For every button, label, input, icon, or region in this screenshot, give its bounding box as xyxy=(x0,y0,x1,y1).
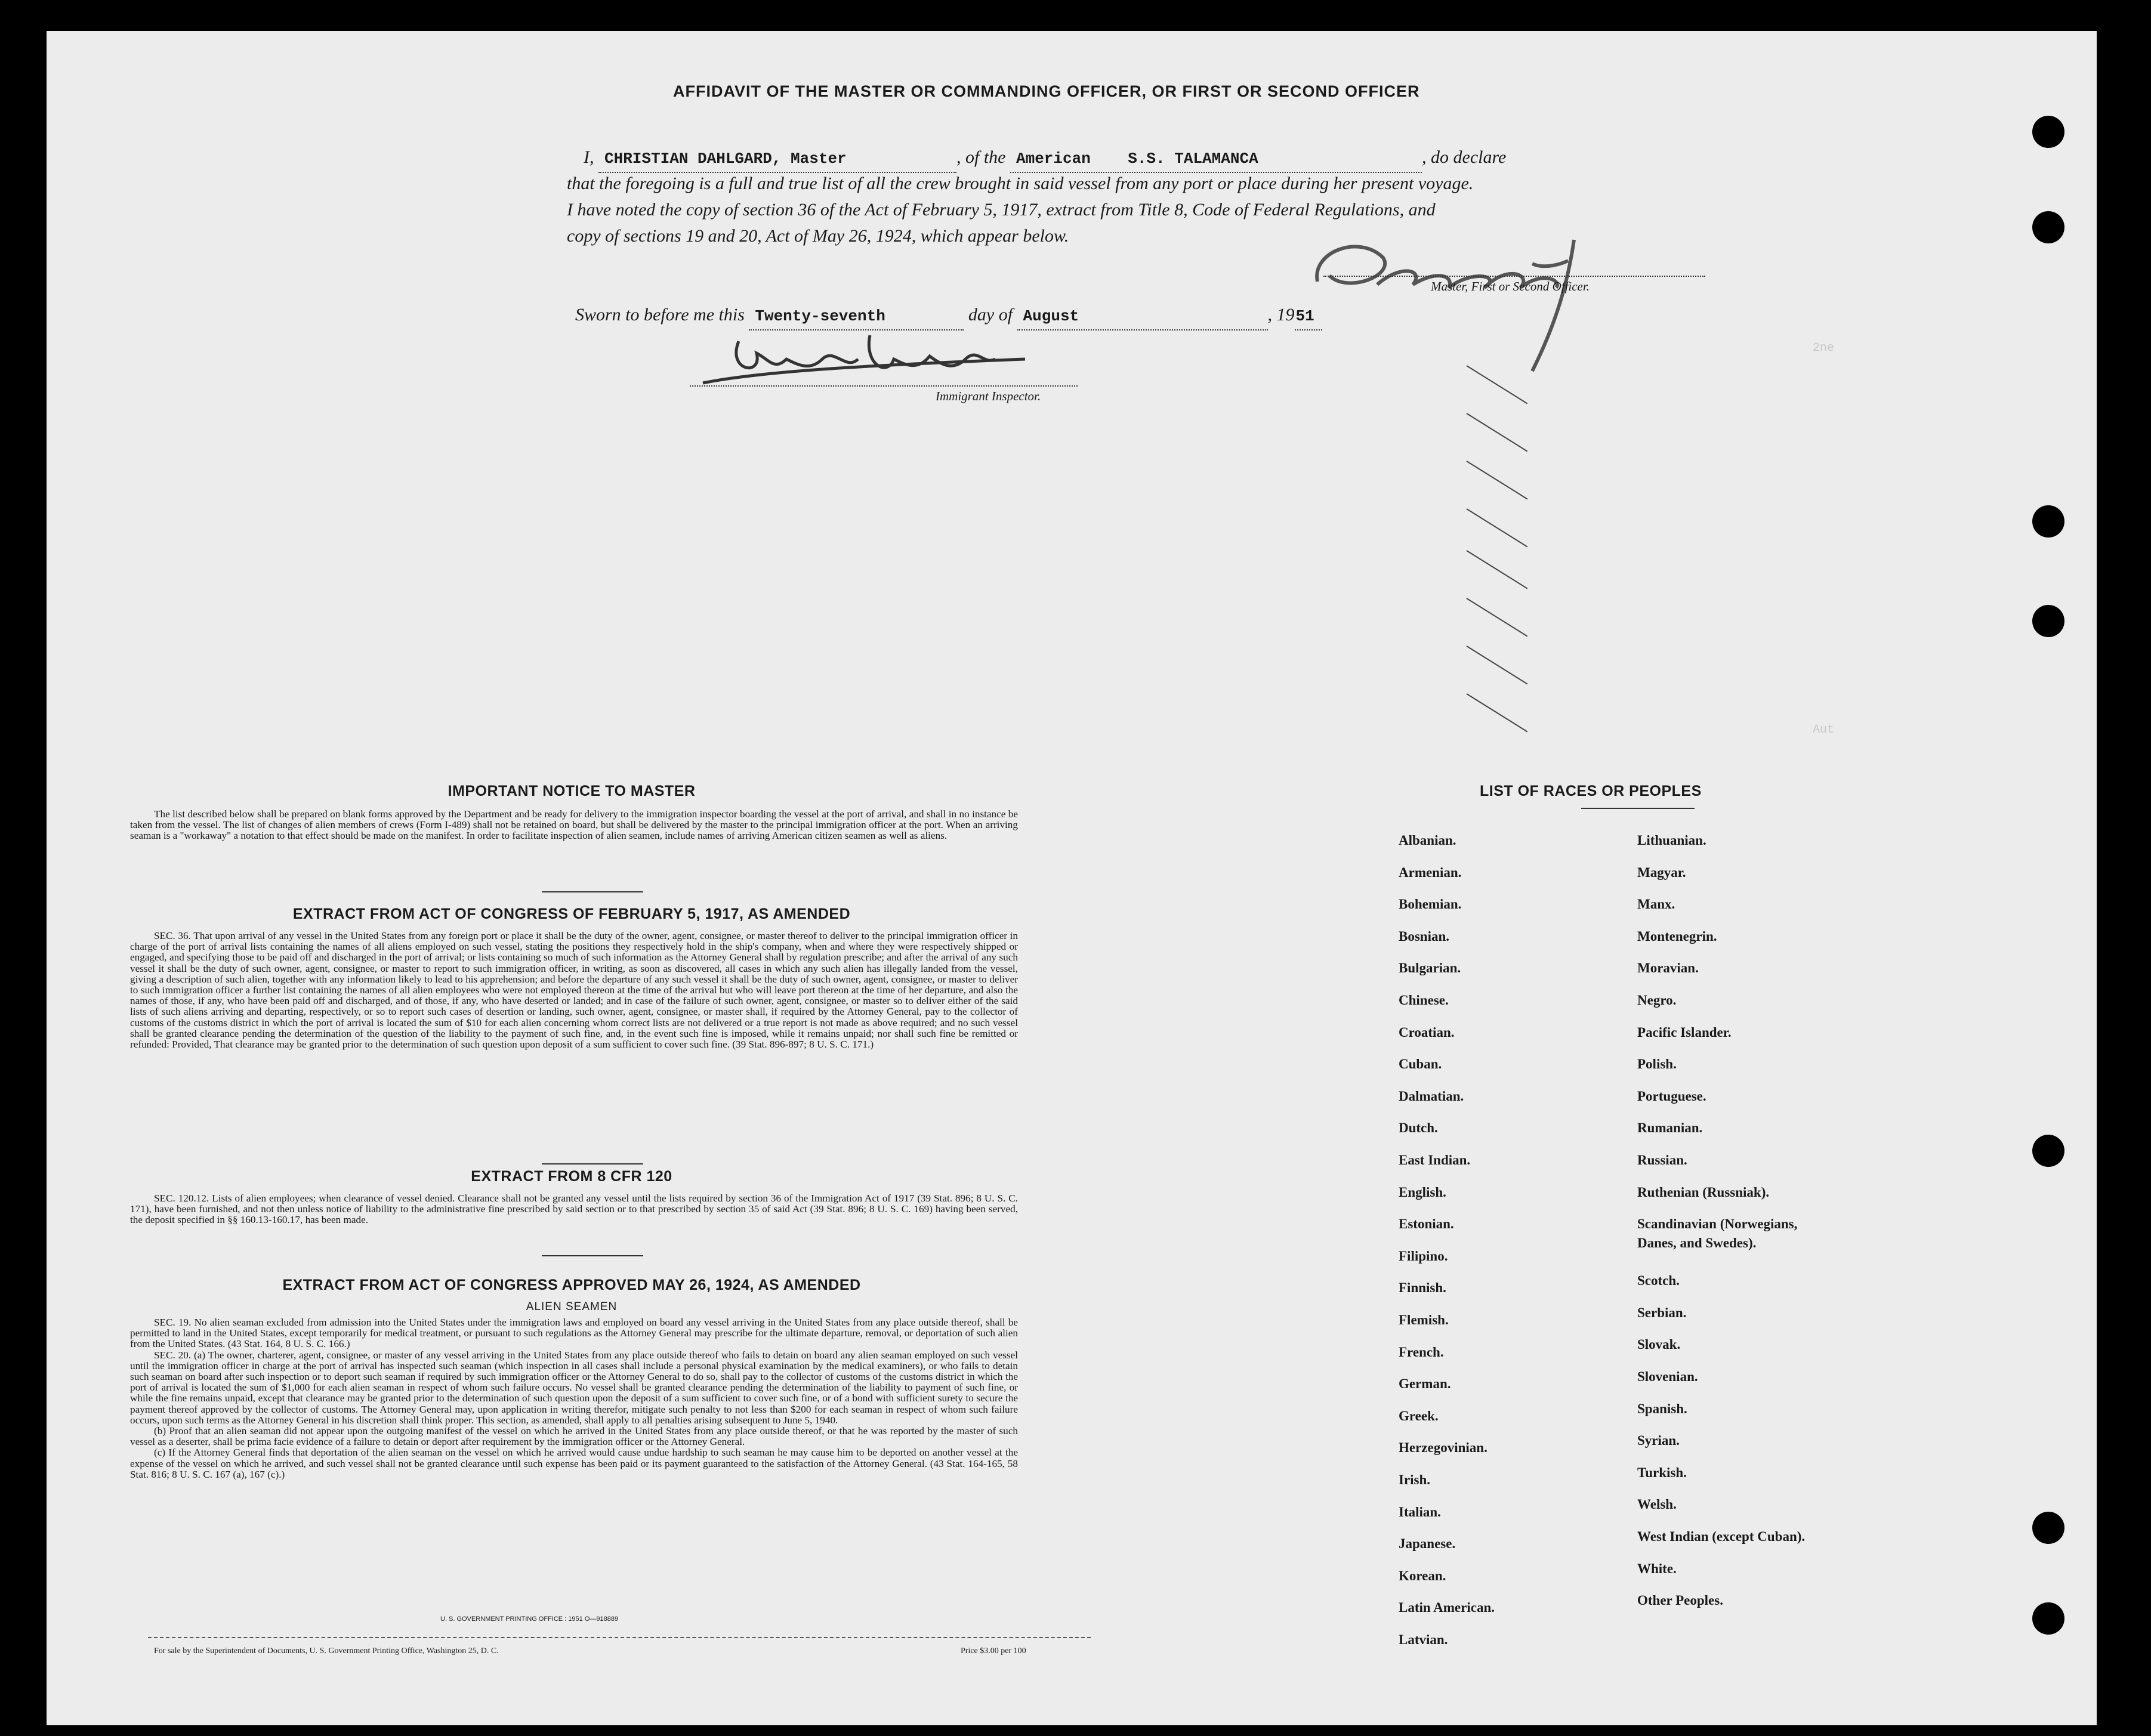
race-item: Welsh. xyxy=(1637,1497,1677,1512)
race-item: German. xyxy=(1399,1376,1451,1392)
race-item: Serbian. xyxy=(1637,1305,1687,1320)
declaration-i: I, xyxy=(584,147,594,167)
extract-cfr-title: EXTRACT FROM 8 CFR 120 xyxy=(471,1168,672,1185)
race-item: Moravian. xyxy=(1637,960,1699,976)
race-item: Greek. xyxy=(1399,1408,1439,1423)
year-prefix: , 19 xyxy=(1267,305,1295,325)
extract-1924-title: EXTRACT FROM ACT OF CONGRESS APPROVED MAY 26, 1924, AS AMENDED xyxy=(282,1277,861,1293)
sec-20b: (b) Proof that an alien seaman did not appear upon the outgoing manifest of the vessel on which he arrived in the United States from any place outside thereof, or that he was reported by the master of such vessel as a deserter, shall be prima facie evidence of a failure to detain or deport after requirement by the immigration officer or the Attorney General. xyxy=(130,1425,1018,1448)
race-item: Montenegrin. xyxy=(1637,928,1717,944)
race-item: Other Peoples. xyxy=(1637,1593,1723,1608)
signer-title: Master, First or Second Officer. xyxy=(1431,279,1590,294)
race-item: Chinese. xyxy=(1399,993,1449,1008)
declaration-line-4: copy of sections 19 and 20, Act of May 26, 1924, which appear below. xyxy=(567,226,1069,246)
race-item: Turkish. xyxy=(1637,1465,1687,1480)
race-item: Syrian. xyxy=(1637,1433,1680,1448)
race-item: Armenian. xyxy=(1399,864,1462,880)
do-declare-text: , do declare xyxy=(1422,147,1507,167)
declaration-line-2: that the foregoing is a full and true list of all the crew brought in said vessel from any port or place during her present voyage. xyxy=(567,174,1474,193)
race-item: Latin American. xyxy=(1399,1600,1495,1615)
notice-title: IMPORTANT NOTICE TO MASTER xyxy=(448,783,696,799)
race-item: Portuguese. xyxy=(1637,1088,1706,1104)
race-item: Scotch. xyxy=(1637,1273,1680,1289)
sec-20a: SEC. 20. (a) The owner, charterer, agent, consignee, or master of any vessel arriving in the United States from any place outside thereof who fails to detain on board any alien seaman employed on such vessel until the immigration officer in charge at the port of arrival has inspected such seaman (which inspection in all cases shall include a personal physical examination by the medical examiners), or who fails to detain such seaman on board after such inspection or to deport such seaman if required by such immigration officer or the Attorney General to do so, shall pay to the collector of customs of the customs district in which the port of arrival is located the sum of $1,000 for each alien seaman in respect of whom such failure occurs. No vessel shall be granted clearance pending the determination of the liability to payment of such fine, or while the fine remains unpaid, except that clearance may be granted prior to the determination of such question upon the deposit of a sum sufficient to cover such fine, or of a bond with sufficient surety to secure the payment thereof approved by the collector of customs. The Attorney General may, upon application in writing therefor, mitigate such penalty to not less than $200 for each seaman in respect of whom such failure occurs, upon such terms as the Attorney General in his discretion shall think proper. This section, as amended, shall apply to all penalties arising subsequent to June 5, 1940. xyxy=(130,1349,1018,1426)
race-item: Filipino. xyxy=(1399,1248,1448,1264)
sworn-prefix: Sworn to before me this xyxy=(575,305,745,325)
race-item: Finnish. xyxy=(1399,1280,1446,1296)
races-title: LIST OF RACES OR PEOPLES xyxy=(1480,783,1702,799)
of-the-text: , of the xyxy=(956,147,1006,167)
race-item: Dutch. xyxy=(1399,1120,1438,1136)
race-item: Estonian. xyxy=(1399,1216,1454,1232)
price-line: Price $3.00 per 100 xyxy=(961,1647,1026,1655)
extract-1924-text xyxy=(130,1317,1018,1480)
race-item: Magyar. xyxy=(1637,864,1686,880)
race-item: Rumanian. xyxy=(1637,1120,1703,1136)
vessel-field: American S.S. TALAMANCA xyxy=(1016,150,1258,168)
inspector-signature xyxy=(691,323,1073,395)
race-item: Russian. xyxy=(1637,1153,1687,1167)
race-item: East Indian. xyxy=(1399,1153,1471,1167)
race-item: Japanese. xyxy=(1399,1536,1456,1552)
race-item: Italian. xyxy=(1399,1504,1441,1519)
sec-20c: (c) If the Attorney General finds that deportation of the alien seaman on the vessel on which he arrived would cause undue hardship to such seaman he may cause him to be deported on another vessel at the expense of the vessel on which he arrived, and such vessel shall not be granted clearance until such expense has been paid or its payment guaranteed to the satisfaction of the Attorney General. (43 Stat. 164-165, 58 Stat. 816; 8 U. S. C. 167 (a), 167 (c).) xyxy=(130,1447,1018,1480)
race-item: Ruthenian (Russniak). xyxy=(1637,1184,1770,1200)
race-item: Bulgarian. xyxy=(1399,960,1461,976)
race-item: French. xyxy=(1399,1344,1444,1360)
race-item: Cuban. xyxy=(1399,1057,1442,1072)
punch-hole xyxy=(2032,116,2064,148)
race-item: Dalmatian. xyxy=(1399,1088,1464,1104)
race-item: Slovenian. xyxy=(1637,1369,1698,1384)
notice-text: The list described below shall be prepared on blank forms approved by the Department and be ready for delivery to the immigration inspector boarding the vessel at the port of arrival, and shall in no instance be taken from the vessel. The list of changes of alien members of crews (Form I-489) shall not be retained on board, but shall be delivered by the master to the principal immigration officer at the port. When an arriving seaman is a "workaway" a notation to that effect should be made on the manifest. In order to facilitate inspection of alien seamen, include names of arriving American citizen seamen as well as aliens. xyxy=(130,808,1018,842)
race-item: Korean. xyxy=(1399,1568,1446,1583)
sworn-day-field: Twenty-seventh xyxy=(755,307,885,325)
declaration-line-3: I have noted the copy of section 36 of the Act of February 5, 1917, extract from Title 8, Code of Federal Regulations, and xyxy=(567,200,1436,220)
punch-hole xyxy=(2032,505,2064,538)
race-item: English. xyxy=(1399,1184,1446,1200)
extract-1917-title: EXTRACT FROM ACT OF CONGRESS OF FEBRUARY 5, 1917, AS AMENDED xyxy=(292,906,851,922)
punch-hole xyxy=(2032,1135,2064,1167)
race-item: Danes, and Swedes). xyxy=(1637,1235,1757,1251)
race-item: Pacific Islander. xyxy=(1637,1024,1732,1040)
race-item: Irish. xyxy=(1399,1472,1431,1487)
race-item: Scandinavian (Norwegians, xyxy=(1637,1216,1798,1232)
master-name-field: CHRISTIAN DAHLGARD, Master xyxy=(604,150,847,168)
inspector-label: Immigrant Inspector. xyxy=(936,389,1041,403)
race-item: Croatian. xyxy=(1399,1024,1455,1040)
race-item: Herzegovinian. xyxy=(1399,1440,1488,1456)
race-item: Slovak. xyxy=(1637,1337,1681,1352)
punch-hole xyxy=(2032,211,2064,243)
affidavit-title: AFFIDAVIT OF THE MASTER OR COMMANDING OFFICER, OR FIRST OR SECOND OFFICER xyxy=(673,82,1420,100)
punch-hole xyxy=(2032,1602,2064,1635)
race-item: Manx. xyxy=(1637,897,1675,912)
printer-line: U. S. GOVERNMENT PRINTING OFFICE : 1951 O—918889 xyxy=(440,1615,619,1623)
punch-hole xyxy=(2032,605,2064,637)
declaration-line-1 xyxy=(584,144,1717,173)
race-item: Bosnian. xyxy=(1399,928,1450,944)
sale-line: For sale by the Superintendent of Documents, U. S. Government Printing Office, Washington 25, D. C. xyxy=(154,1647,499,1655)
race-item: Bohemian. xyxy=(1399,897,1462,912)
race-item: Albanian. xyxy=(1399,833,1456,848)
race-item: Spanish. xyxy=(1637,1401,1687,1416)
race-item: Negro. xyxy=(1637,993,1677,1008)
extract-1917-text: SEC. 36. That upon arrival of any vessel in the United States from any foreign port or place it shall be the duty of the owner, agent, consignee, or master thereof to deliver to the principal immigration officer in charge of the port of arrival lists containing the names of all aliens employed on such vessel, stating the positions they respectively hold in the ship's company, when and where they were respectively shipped or engaged, and specifying those to be paid off and discharged in the port of arrival; or lists containing so much of such information as the Attorney General shall by regulation prescribe; and after the arrival of any such vessel it shall be the duty of such owner, agent, consignee, or master to report to such immigration officer, in writing, as soon as discovered, all cases in which any such alien has illegally landed from the vessel, giving a description of such alien, together with any information likely to lead to his apprehension; and before the departure of any such vessel it shall be the duty of such owner, agent, consignee, or master to deliver to such immigration officer a further list containing the names of all alien employees who were not employed thereon at the time of the arrival but who will leave port thereon at the time of her departure, and also the names of those, if any, who have been paid off and discharged, and of those, if any, who have deserted or landed; and in case of the failure of such owner, agent, consignee, or master so to deliver either of the said lists of such aliens arriving and departing, respectively, or so to report such cases of desertion or landing, such owner, agent, consignee, or master shall, if required by the Attorney General, pay to the collector of customs of the customs district in which the port of arrival is located the sum of $10 for each alien concerning whom correct lists are not delivered or a true report is not made as above required; and no such vessel shall be granted clearance pending the determination of the question of the liability to the payment of such fine, and, in the event such fine is imposed, while it remains unpaid; nor shall such fine be remitted or refunded: Provided, That clearance may be granted prior to the determination of such question upon deposit of a sum sufficient to cover such fine. (39 Stat. 896-897; 8 U. S. C. 171.) xyxy=(130,930,1018,1051)
race-item: White. xyxy=(1637,1561,1677,1576)
extract-1924-subtitle: ALIEN SEAMEN xyxy=(526,1301,618,1313)
sec-19: SEC. 19. No alien seaman excluded from admission into the United States under the immigration laws and employed on board any vessel arriving in the United States from any place outside thereof, shall be permitted to land in the United States, except temporarily for medical treatment, or pursuant to such regulations as the Attorney General may prescribe for the ultimate departure, removal, or deportation of such alien from the United States. (43 Stat. 164, 8 U. S. C. 166.) xyxy=(130,1317,1018,1350)
extract-cfr-text: SEC. 120.12. Lists of alien employees; when clearance of vessel denied. Clearance shall not be granted any vessel until the lists required by section 36 of the Immigration Act of 1917 (39 Stat. 896; 8 U. S. C. 171), have been furnished, and not then unless notice of liability to the administrative fine prescribed by said section or to that prescribed by section 35 of said Act (39 Stat. 896; 8 U. S. C. 169) having been served, the deposit specified in §§ 160.13-160.17, has been made. xyxy=(130,1193,1018,1226)
sworn-year-field: 51 xyxy=(1295,307,1314,325)
race-item: Polish. xyxy=(1637,1057,1677,1072)
punch-hole xyxy=(2032,1512,2064,1544)
race-item: West Indian (except Cuban). xyxy=(1637,1529,1806,1544)
document-page: AFFIDAVIT OF THE MASTER OR COMMANDING OFFICER, OR FIRST OR SECOND OFFICER I, CHRISTIAN DAHLGARD, Master , of the American S.S. TALAMANCA , do declare that the foregoing is a full and true list of all the crew brought in said vessel from any port or place during her present voyage. I have noted the copy of section 36 of the Act of February 5, 1917, extract from Title 8, Code of Federal Regulations, and copy of sections 19 and 20, Act of May 26, 1924, which appear below. Master, First or Second Officer. Sworn to before me this Twenty-seventh day of August , 1951 Immigrant Inspector. 2ne Aut IMPORTANT NOTICE TO MASTER The list described below shall be prepared on blank forms approved by the Department and be ready for delivery to the immigration inspector boarding the vessel at the port of arrival, and shall in no instance be taken from the vessel. The list of changes of alien members of crews (Form I-489) shall not be retained on board, but shall be delivered by the master to the principal immigration officer at the port. When an arriving seaman is a "workaway" a notation to that effect should be made on the manifest. In order to facilitate inspection of alien seamen, include names of arriving American citizen seamen as well as aliens. EXTRACT FROM ACT OF CONGRESS OF FEBRUARY 5, 1917, AS AMENDED SEC. 36. That upon arrival of any vessel in the United States from any foreign port or place it shall be the duty of the owner, agent, consignee, or master thereof to deliver to the principal immigration officer in charge of the port of arrival lists containing the names of all aliens employed on such vessel, stating the positions they respectively hold in the ship's company, when and where they were respectively shipped or engaged, and specifying those to be paid off and discharged in the port of arrival; or lists containing so much of such information as the Attorney General shall by regulation prescribe; and after the arrival of any such vessel it shall be the duty of such owner, agent, consignee, or master to report to such immigration officer, in writing, as soon as discovered, all cases in which any such alien has illegally landed from the vessel, giving a description of such alien, together with any information likely to lead to his apprehension; and before the departure of any such vessel it shall be the duty of such owner, agent, consignee, or master to deliver to such immigration officer a further list containing the names of all alien employees who were not employed thereon at the time of the arrival but who will leave port thereon at the time of her departure, and also the names of those, if any, who have been paid off and discharged, and of those, if any, who have deserted or landed; and in case of the failure of such owner, agent, consignee, or master so to deliver either of the said lists of such aliens arriving and departing, respectively, or so to report such cases of desertion or landing, such owner, agent, consignee, or master shall, if required by the Attorney General, pay to the collector of customs of the customs district in which the port of arrival is located the sum of $10 for each alien concerning whom correct lists are not delivered or a true report is not made as above required; and no such vessel shall be granted clearance pending the determination of the question of the liability to the payment of such fine, and, in the event such fine is imposed, while it remains unpaid; nor shall such fine be remitted or refunded: Provided, That clearance may be granted prior to the determination of such question upon deposit of a sum sufficient to cover such fine. (39 Stat. 896-897; 8 U. S. C. 171.) EXTRACT FROM 8 CFR 120 SEC. 120.12. Lists of alien employees; when clearance of vessel denied. Clearance shall not be granted any vessel until the lists required by section 36 of the Immigration Act of 1917 (39 Stat. 896; 8 U. S. C. 171), have been furnished, and not then unless notice of liability to the administrative fine prescribed by said section or to that prescribed by section 35 of said Act (39 Stat. 896; 8 U. S. C. 169) having been served, the deposit specified in §§ 160.13-160.17, has been made. EXTRACT FROM ACT OF CONGRESS APPROVED MAY 26, 1924, AS AMENDED ALIEN SEAMEN SEC. 19. No alien seaman excluded from admission into the United States under the immigration laws and employed on board any vessel arriving in the United States from any place outside thereof, shall be permitted to land in the United States, except temporarily for medical treatment, or pursuant to such regulations as the Attorney General may prescribe for the ultimate departure, removal, or deportation of such alien from the United States. (43 Stat. 164, 8 U. S. C. 166.) SEC. 20. (a) The owner, charterer, agent, consignee, or master of any vessel arriving in the United States from any place outside thereof who fails to detain on board any alien seaman employed on such vessel until the immigration officer in charge at the port of arrival has inspected such seaman (which inspection in all cases shall include a personal physical examination by the medical examiners), or who fails to detain such seaman on board after such inspection or to deport such seaman if required by such immigration officer or the Attorney General to do so, shall pay to the collector of customs of the customs district in which the port of arrival is located the sum of $1,000 for each alien seaman in respect of whom such failure occurs. No vessel shall be granted clearance pending the determination of the liability to payment of such fine, or while the fine remains unpaid, except that clearance may be granted prior to the determination of such question upon the deposit of a sum sufficient to cover such fine, or of a bond with sufficient surety to secure the payment thereof approved by the collector of customs. The Attorney General may, upon application in writing therefor, mitigate such penalty to not less than $200 for each seaman in respect of whom such failure occurs, upon such terms as the Attorney General in his discretion shall think proper. This section, as amended, shall apply to all penalties arising subsequent to June 5, 1940. (b) Proof that an alien seaman did not appear upon the outgoing manifest of the vessel on which he arrived in the United States from any place outside thereof, or that he was reported by the master of such vessel as a deserter, shall be prima facie evidence of a failure to detain or deport after requirement by the immigration officer or the Attorney General. (c) If the Attorney General finds that deportation of the alien seaman on the vessel on which he arrived would cause undue hardship to such seaman he may cause him to be deported on another vessel at the expense of the vessel on which he arrived, and such vessel shall not be granted clearance until such expense has been paid or its payment guaranteed to the satisfaction of the Attorney General. (43 Stat. 164-165, 58 Stat. 816; 8 U. S. C. 167 (a), 167 (c).) U. S. GOVERNMENT PRINTING OFFICE : 1951 O—918889 For sale by the Superintendent of Documents, U. S. Government Printing Office, Washington 25, D. C. Price $3.00 per 100 LIST OF RACES OR PEOPLES Albanian. Armenian. Bohemian. Bosnian. Bulgarian. Chinese. Croatian. Cuban. Dalmatian. Dutch. East Indian. English. Estonian. Filipino. Finnish. Flemish. French. German. Greek. Herzegovinian. Irish. Italian. Japanese. Korean. Latin American. Latvian. Lithuanian. Magyar. Manx. Montenegrin. Moravian. Negro. Pacific Islander. Polish. Portuguese. Rumanian. Russian. Ruthenian (Russniak). Scandinavian (Norwegians, Danes, and Swedes). Scotch. Serbian. Slovak. Slovenian. Spanish. Syrian. Turkish. Welsh. West Indian (except Cuban). White. Other Peoples. xyxy=(47,31,2097,1725)
race-item: Latvian. xyxy=(1399,1632,1448,1647)
sworn-month-field: August xyxy=(1023,307,1079,325)
race-item: Flemish. xyxy=(1399,1312,1449,1327)
day-of-text: day of xyxy=(968,305,1013,325)
race-item: Lithuanian. xyxy=(1637,833,1706,848)
